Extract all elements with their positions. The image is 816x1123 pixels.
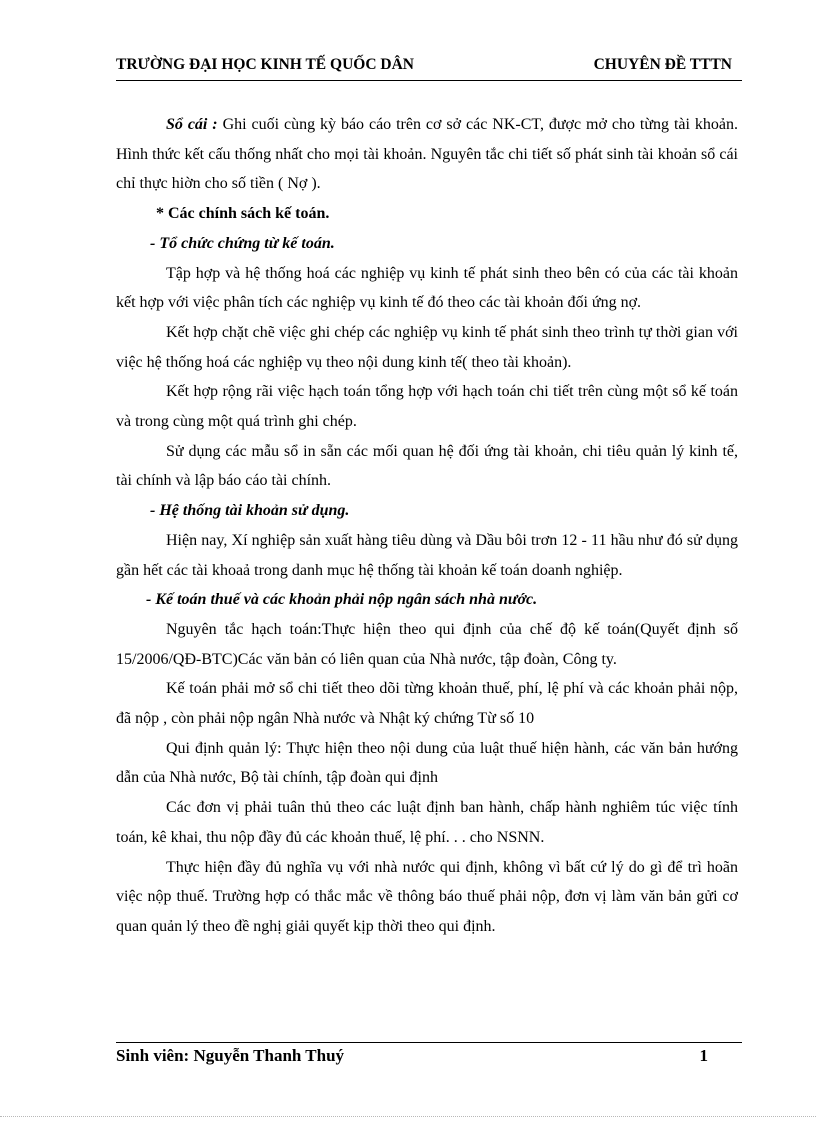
paragraph-obligations: Thực hiện đầy đủ nghĩa vụ với nhà nước qui định, không vì bất cứ lý do gì để trì hoãn việc nộp thuế. Trường hợp có thắc mắc về thông báo thuế phải nộp, đơn vị làm văn bản gửi cơ quan quản lý theo đề nghị giải quyết kịp thời theo qui định. (116, 858, 738, 935)
paragraph-chronological: Kết hợp chặt chẽ việc ghi chép các nghiệp vụ kinh tế phát sinh theo trình tự thời gian với việc hệ thống hoá các nghiệp vụ theo nội dung kinh tế( theo tài khoản). (116, 323, 738, 371)
paragraph-management-rules: Qui định quản lý: Thực hiện theo nội dung của luật thuế hiện hành, các văn bản hướng dẫn của Nhà nước, Bộ tài chính, tập đoàn qui định (116, 739, 738, 787)
university-name: TRƯỜNG ĐẠI HỌC KINH TẾ QUỐC DÂN (116, 56, 414, 73)
page-footer (116, 1046, 742, 1070)
paragraph-compliance: Các đơn vị phải tuân thủ theo các luật định ban hành, chấp hành nghiêm túc việc tính toán, kê khai, thu nộp đầy đủ các khoản thuế, lệ phí. . . cho NSNN. (116, 799, 738, 846)
paragraph-preprinted-forms: Sử dụng các mẫu sổ in sẵn các mối quan hệ đối ứng tài khoản, chi tiêu quản lý kinh tế, tài chính và lập báo cáo tài chính. (116, 442, 738, 490)
page-bottom-border (0, 1116, 816, 1117)
paragraph-account-usage: Hiện nay, Xí nghiệp sản xuất hàng tiêu dùng và Dầu bôi trơn 12 - 11 hầu như đó sử dụng gần hết các tài khoaả trong danh mục hệ thống tài khoản kế toán doanh nghiệp. (116, 531, 738, 579)
document-body (116, 110, 738, 942)
ledger-term: Sổ cái : (166, 116, 218, 133)
page-header (116, 56, 742, 76)
footer-divider (116, 1042, 742, 1043)
paragraph-accounting-principle: Nguyên tắc hạch toán:Thực hiện theo qui định của chế độ kế toán(Quyết định số 15/2006/QĐ-BTC)Các văn bản có liên quan của Nhà nước, tập đoàn, Công ty. (116, 620, 738, 668)
heading-voucher-organization: - Tổ chức chứng từ kế toán. (150, 234, 335, 252)
heading-accounting-policies: * Các chính sách kế toán. (156, 205, 330, 223)
paragraph-aggregation: Tập hợp và hệ thống hoá các nghiệp vụ kinh tế phát sinh theo bên có của các tài khoản kết hợp với việc phân tích các nghiệp vụ kinh tế đó theo các tài khoản đối ứng nợ. (116, 264, 738, 312)
document-type: CHUYÊN ĐỀ TTTN (593, 56, 732, 73)
paragraph-combined-accounting: Kết hợp rộng rãi việc hạch toán tổng hợp với hạch toán chi tiết trên cùng một sổ kế toán và trong cùng một quá trình ghi chép. (116, 383, 738, 431)
student-name: Sinh viên: Nguyễn Thanh Thuý (116, 1046, 345, 1065)
page-number: 1 (699, 1046, 708, 1065)
ledger-definition: Ghi cuối cùng kỳ báo cáo trên cơ sở các NK-CT, được mở cho từng tài khoản. Hình thức kết cấu thống nhất cho mọi tài khoản. Nguyên tắc chi tiết số phát sinh tài khoản sổ cái chỉ thực hiờn cho số tiền ( Nợ ). (116, 116, 738, 193)
paragraph-detailed-ledger: Kế toán phải mở sổ chi tiết theo dõi từng khoản thuế, phí, lệ phí và các khoản phải nộp, đã nộp , còn phải nộp ngân Nhà nước và Nhật ký chứng Từ số 10 (116, 680, 738, 728)
heading-tax-accounting: - Kế toán thuế và các khoản phải nộp ngân sách nhà nước. (146, 591, 538, 609)
heading-account-system: - Hệ thống tài khoản sử dụng. (150, 502, 350, 520)
paragraph-ledger (116, 110, 738, 199)
header-divider (116, 80, 742, 81)
